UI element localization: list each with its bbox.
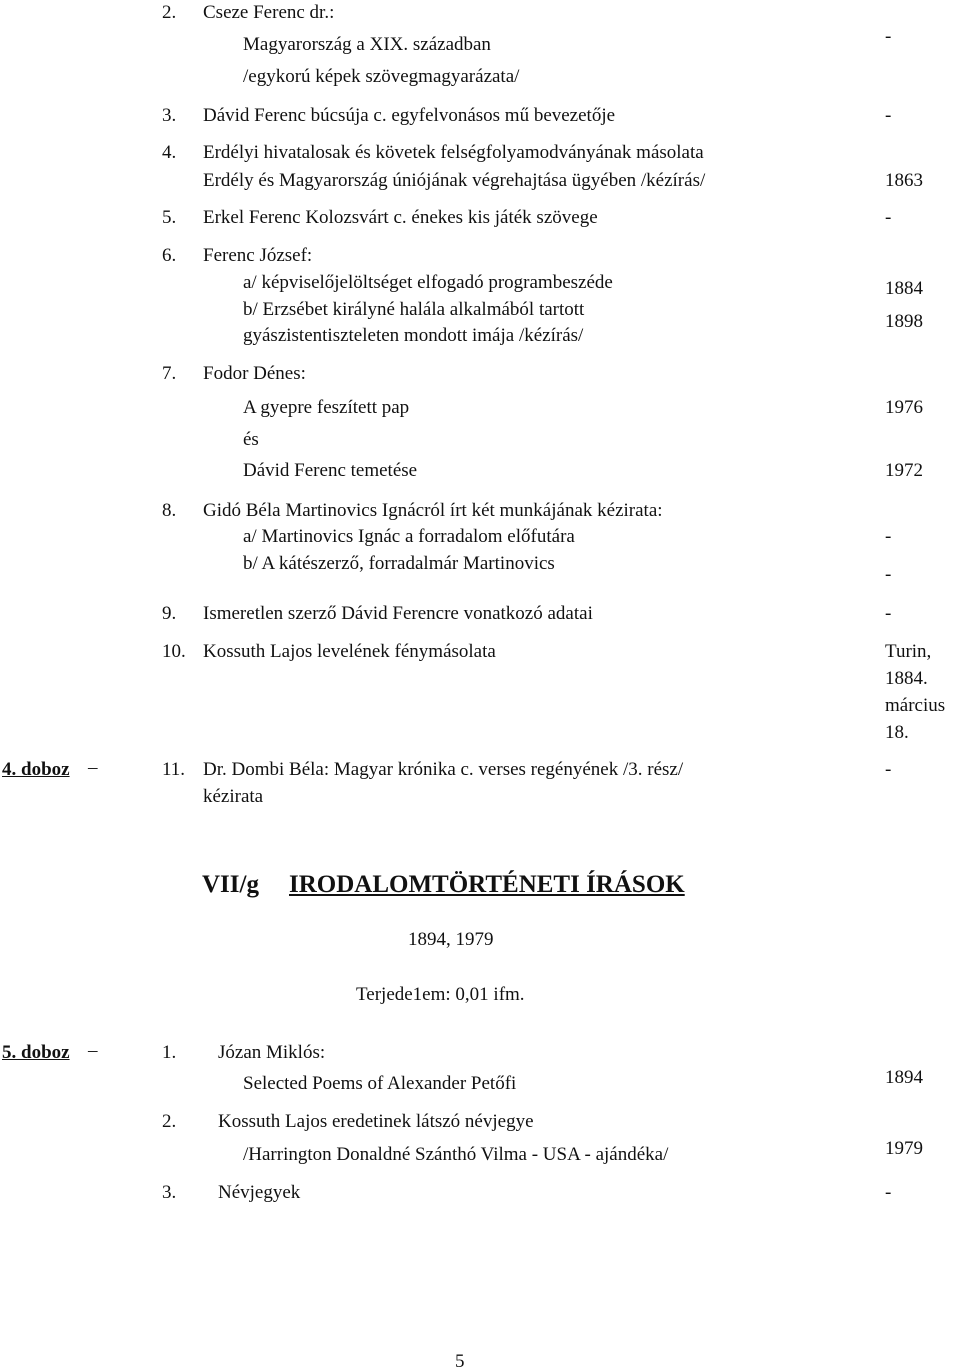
item-5-title: Erkel Ferenc Kolozsvárt c. énekes kis játék szövege [203, 207, 598, 228]
item-8-line-b: b/ A kátészerző, forradalmár Martinovics [243, 553, 555, 574]
item-6-line-a: a/ képviselőjelöltséget elfogadó programbeszéde [243, 272, 613, 293]
page-number: 5 [455, 1351, 465, 1372]
item-11-date: - [885, 759, 892, 780]
item-10-date-day: 18. [885, 722, 909, 743]
item-2-author: Cseze Ferenc dr.: [203, 2, 335, 23]
item-10-date-year: 1884. [885, 668, 928, 689]
box5-item-1-date: 1894 [885, 1067, 923, 1088]
item-11-line-1: Dr. Dombi Béla: Magyar krónika c. verses regényének /3. rész/ [203, 759, 684, 780]
item-4-line-2: Erdély és Magyarország úniójának végrehajtása ügyében /kézírás/ [203, 170, 706, 191]
item-4-number: 4. [162, 142, 177, 163]
item-9-number: 9. [162, 603, 177, 624]
box-4-dash: – [88, 757, 98, 778]
item-8-date-a: - [885, 526, 892, 547]
item-7-title-2: Dávid Ferenc temetése [243, 460, 418, 481]
item-7-title-1: A gyepre feszített pap [243, 397, 410, 418]
item-2-number: 2. [162, 2, 177, 23]
box5-item-3-title: Névjegyek [218, 1182, 301, 1203]
item-7-number: 7. [162, 363, 177, 384]
item-11-line-2: kézirata [203, 786, 264, 807]
section-extent: Terjede1em: 0,01 ifm. [356, 984, 525, 1005]
item-2-title: Magyarország a XIX. században [243, 34, 491, 55]
box-5-dash: – [88, 1040, 98, 1061]
item-7-conjunction: és [243, 429, 259, 450]
item-10-date-place: Turin, [885, 641, 932, 662]
item-7-date-1: 1976 [885, 397, 923, 418]
box5-item-1-number: 1. [162, 1042, 177, 1063]
box-4-label: 4. doboz [2, 759, 70, 780]
box5-item-2-title: Kossuth Lajos eredetinek látszó névjegye [218, 1111, 534, 1132]
section-years: 1894, 1979 [408, 929, 494, 950]
item-11-number: 11. [162, 759, 186, 780]
item-6-line-b: b/ Erzsébet királyné halála alkalmából tartott [243, 299, 585, 320]
item-2-subtitle: /egykorú képek szövegmagyarázata/ [243, 66, 520, 87]
item-10-number: 10. [162, 641, 186, 662]
box5-item-2-number: 2. [162, 1111, 177, 1132]
box5-item-2-note: /Harrington Donaldné Szánthó Vilma - USA - ajándéka/ [243, 1144, 669, 1165]
item-8-line-a: a/ Martinovics Ignác a forradalom előfutára [243, 526, 575, 547]
item-3-number: 3. [162, 105, 177, 126]
item-8-title: Gidó Béla Martinovics Ignácról írt két munkájának kézirata: [203, 500, 663, 521]
section-title: IRODALOMTÖRTÉNETI ÍRÁSOK [289, 871, 685, 898]
item-8-date-b: - [885, 564, 892, 585]
item-4-date: 1863 [885, 170, 923, 191]
box-5-label: 5. doboz [2, 1042, 70, 1063]
item-7-author: Fodor Dénes: [203, 363, 306, 384]
item-4-line-1: Erdélyi hivatalosak és követek felségfolyamodványának másolata [203, 142, 704, 163]
item-3-title: Dávid Ferenc búcsúja c. egyfelvonásos mű bevezetője [203, 105, 616, 126]
item-5-date: - [885, 207, 892, 228]
item-6-line-b-cont: gyászistentiszteleten mondott imája /kézírás/ [243, 325, 584, 346]
item-6-date-a: 1884 [885, 278, 923, 299]
box5-item-3-number: 3. [162, 1182, 177, 1203]
item-6-author: Ferenc József: [203, 245, 313, 266]
item-8-number: 8. [162, 500, 177, 521]
item-5-number: 5. [162, 207, 177, 228]
box5-item-1-author: Józan Miklós: [218, 1042, 326, 1063]
item-6-number: 6. [162, 245, 177, 266]
item-6-date-b: 1898 [885, 311, 923, 332]
box5-item-1-title: Selected Poems of Alexander Petőfi [243, 1073, 517, 1094]
section-code: VII/g [202, 871, 259, 898]
item-9-title: Ismeretlen szerző Dávid Ferencre vonatkozó adatai [203, 603, 593, 624]
box5-item-3-date: - [885, 1182, 892, 1203]
item-2-date: - [885, 26, 892, 47]
box5-item-2-date: 1979 [885, 1138, 923, 1159]
item-9-date: - [885, 603, 892, 624]
item-10-date-month: március [885, 695, 946, 716]
item-10-title: Kossuth Lajos levelének fénymásolata [203, 641, 496, 662]
item-7-date-2: 1972 [885, 460, 923, 481]
item-3-date: - [885, 105, 892, 126]
